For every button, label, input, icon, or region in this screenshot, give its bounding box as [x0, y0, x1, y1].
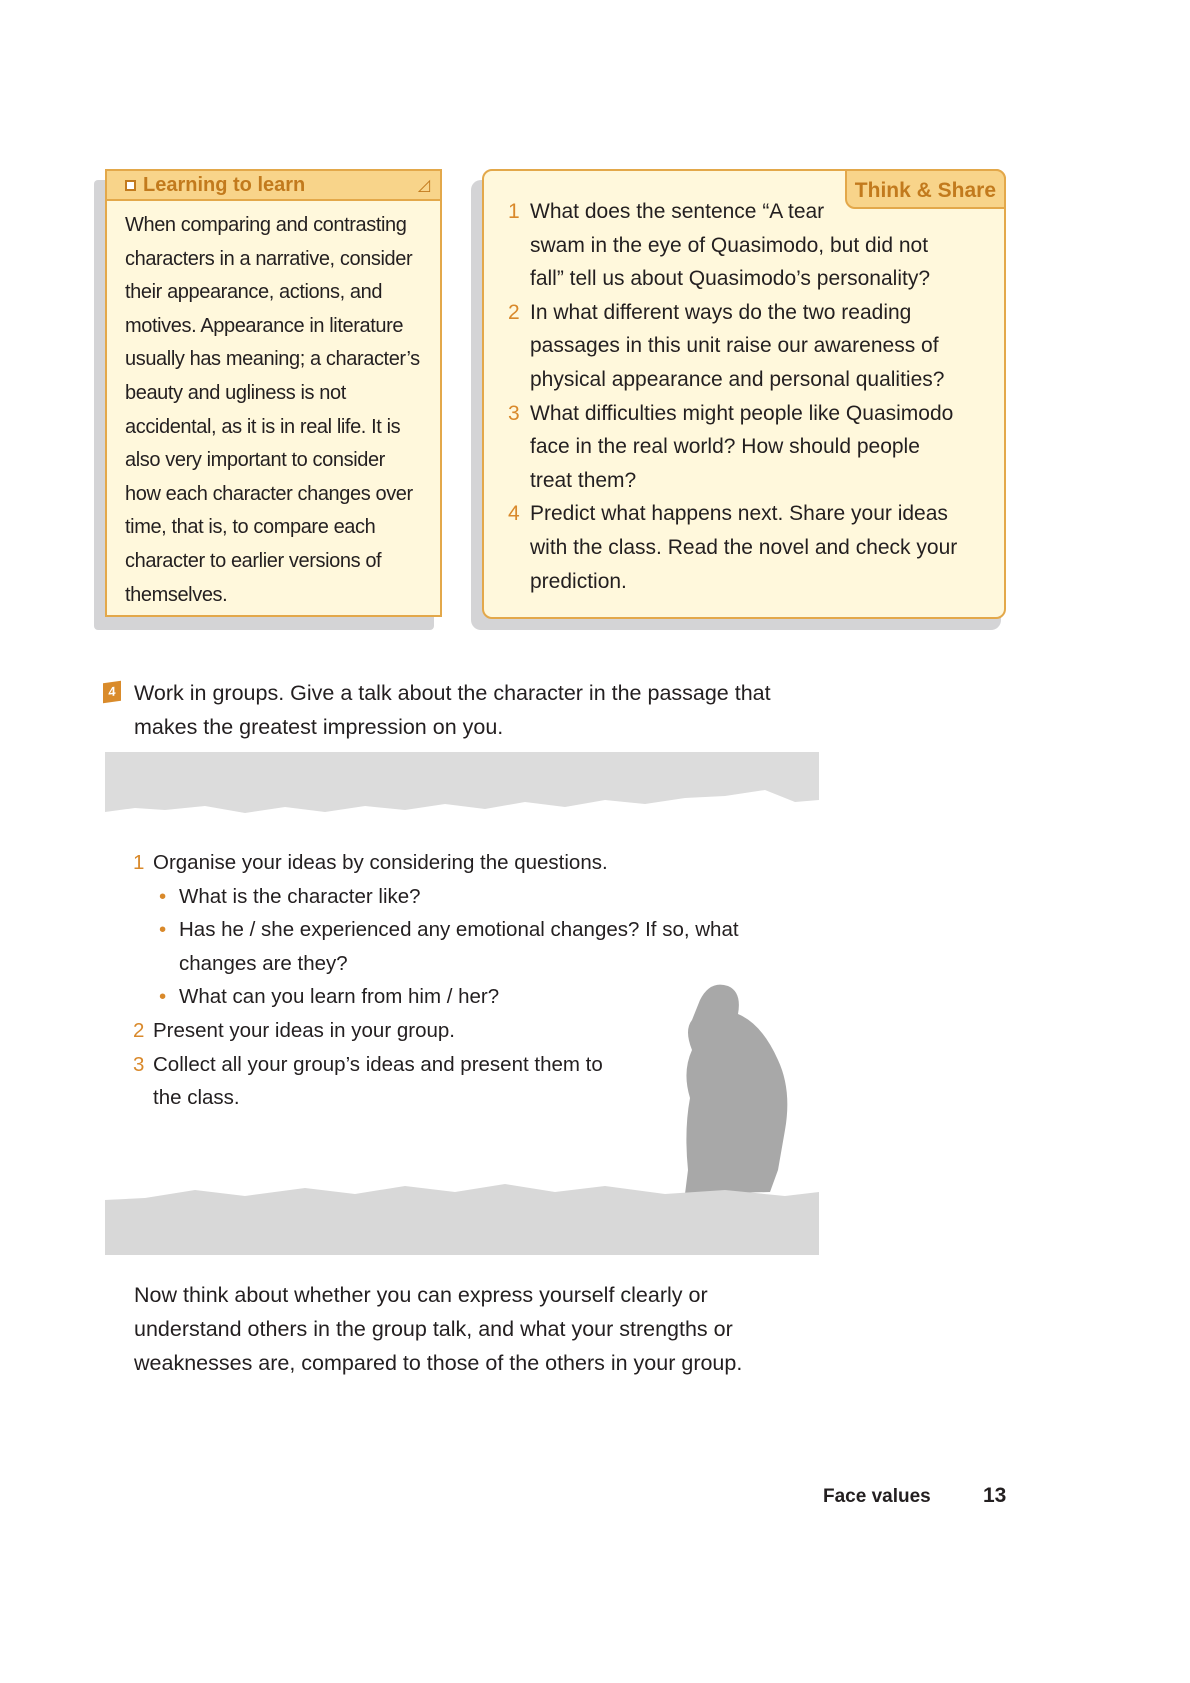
- question-item: [508, 497, 984, 598]
- text-line: characters in a narrative, consider: [125, 247, 413, 270]
- bullet-icon: •: [159, 985, 167, 1009]
- square-icon: [125, 180, 136, 191]
- text-line: how each character changes over: [125, 482, 413, 505]
- text-line: accidental, as it is in real life. It is: [125, 415, 401, 438]
- learning-to-learn-header: [107, 171, 440, 201]
- text-line: Now think about whether you can express yourself clearly or: [134, 1283, 708, 1307]
- reflection-text: [134, 1278, 834, 1380]
- text-line: treat them?: [530, 468, 637, 492]
- bullet-text: What is the character like?: [179, 884, 421, 908]
- task-instruction: [103, 676, 833, 744]
- text-line: beauty and ugliness is not: [125, 381, 346, 404]
- torn-paper-top: [105, 752, 819, 824]
- text-line: motives. Appearance in literature: [125, 314, 404, 337]
- bullet-text-continued: changes are they?: [179, 951, 348, 975]
- step-1: [133, 846, 773, 880]
- bullet-item: [133, 913, 773, 947]
- task-number-badge: 4: [103, 681, 121, 704]
- text-line: themselves.: [125, 583, 228, 606]
- question-number: 2: [508, 300, 520, 324]
- text-line: character to earlier versions of: [125, 549, 382, 572]
- step-number: 3: [133, 1052, 145, 1076]
- question-item: [508, 296, 984, 397]
- step-text: Collect all your group’s ideas and present them to: [153, 1052, 603, 1076]
- bullet-icon: •: [159, 884, 167, 908]
- text-line: their appearance, actions, and: [125, 281, 383, 304]
- bullet-icon: •: [159, 918, 167, 942]
- question-item: [508, 195, 984, 296]
- learning-to-learn-title: Learning to learn: [143, 173, 306, 196]
- learning-to-learn-box: [105, 169, 442, 617]
- text-line: understand others in the group talk, and what your strengths or: [134, 1317, 733, 1341]
- footer-unit-title: Face values: [823, 1486, 931, 1507]
- text-line: usually has meaning; a character’s: [125, 348, 420, 371]
- text-line: swam in the eye of Quasimodo, but did not: [530, 233, 929, 257]
- learning-to-learn-text: [107, 201, 440, 612]
- text-line: Work in groups. Give a talk about the character in the passage that: [134, 681, 771, 705]
- text-line: weaknesses are, compared to those of the others in your group.: [134, 1351, 743, 1375]
- text-line: passages in this unit raise our awareness of: [530, 334, 939, 358]
- step-text: Organise your ideas by considering the questions.: [153, 851, 608, 874]
- person-silhouette-image: [670, 980, 800, 1200]
- text-line: Predict what happens next. Share your ideas: [530, 502, 948, 526]
- step-text: Present your ideas in your group.: [153, 1018, 455, 1042]
- step-number: 1: [133, 851, 145, 874]
- bullet-item: [133, 880, 773, 914]
- question-number: 4: [508, 502, 520, 526]
- question-number: 1: [508, 200, 520, 223]
- corner-triangle-icon: ◿: [417, 177, 430, 194]
- text-line: What difficulties might people like Quasimodo: [530, 401, 954, 425]
- question-item: [508, 397, 984, 498]
- text-line: prediction.: [530, 569, 627, 593]
- step-text-continued: the class.: [153, 1086, 240, 1110]
- bullet-text: What can you learn from him / her?: [179, 985, 500, 1009]
- text-line: When comparing and contrasting: [125, 214, 407, 236]
- page-number: 13: [983, 1484, 1007, 1507]
- question-number: 3: [508, 401, 520, 425]
- text-line: also very important to consider: [125, 449, 385, 472]
- text-line: What does the sentence “A tear: [530, 200, 825, 223]
- text-line: time, that is, to compare each: [125, 516, 376, 539]
- bullet-text: Has he / she experienced any emotional changes? If so, what: [179, 918, 739, 942]
- text-line: fall” tell us about Quasimodo’s personality?: [530, 267, 930, 291]
- think-share-label: Think & Share: [845, 169, 1006, 209]
- text-line: physical appearance and personal qualities?: [530, 367, 945, 391]
- text-line: In what different ways do the two reading: [530, 300, 912, 324]
- think-share-box: [482, 169, 1006, 619]
- text-line: face in the real world? How should people: [530, 435, 920, 459]
- step-number: 2: [133, 1018, 145, 1042]
- torn-paper-bottom: [105, 1180, 819, 1255]
- question-list: [484, 171, 1004, 598]
- text-line: with the class. Read the novel and check your: [530, 535, 958, 559]
- text-line: makes the greatest impression on you.: [134, 715, 504, 739]
